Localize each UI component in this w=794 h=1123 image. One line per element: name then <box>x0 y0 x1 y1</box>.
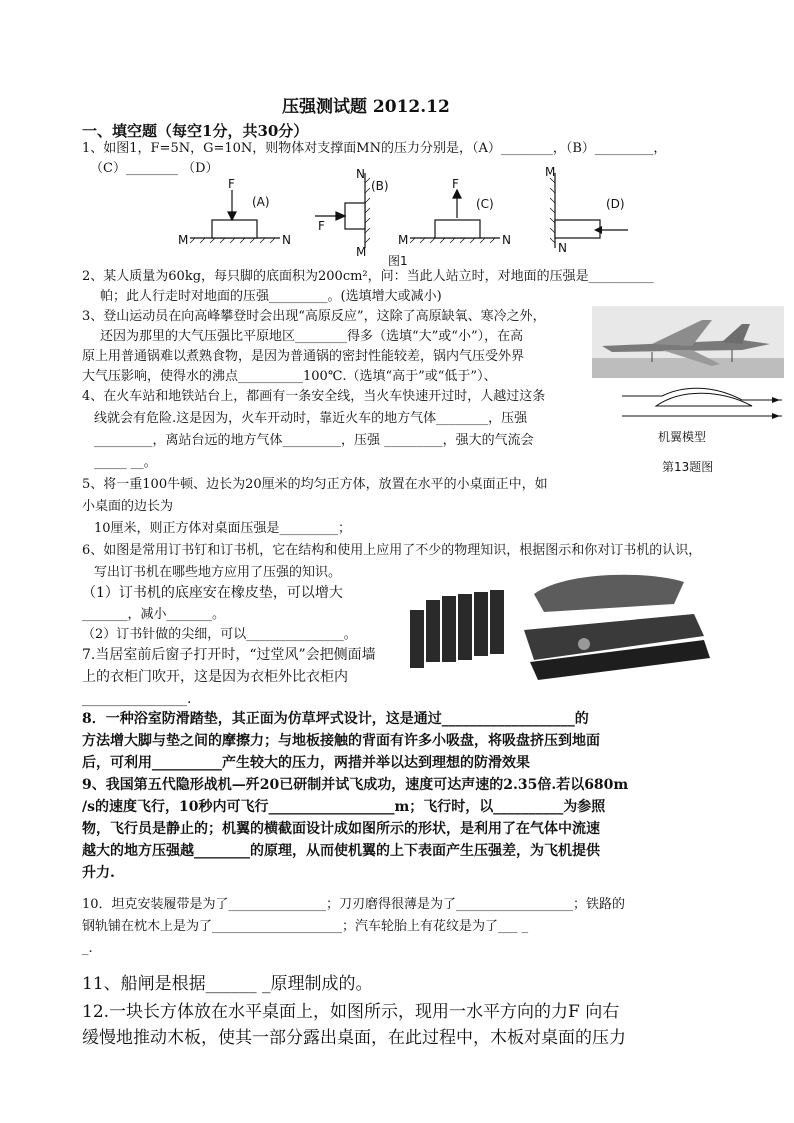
figure-1-caption: 图1 <box>388 254 408 268</box>
q7-line3: _______________. <box>82 691 192 707</box>
q7-line1: 7.当居室前后窗子打开时，“过堂风”会把侧面墙 <box>82 647 376 663</box>
q4-line3: _________，离站台远的地方气体_________，压强 _________，强大的气流会 <box>94 433 534 448</box>
svg-text:F: F <box>318 219 325 233</box>
page-title: 压强测试题 2012.12 <box>282 97 450 117</box>
fig-label-F-a: F <box>228 177 235 191</box>
q8-line1: 8．一种浴室防滑踏垫，其正面为仿草坪式设计，这是通过___________________的 <box>82 711 589 727</box>
q11-line: 11、船闸是根据______ _原理制成的。 <box>82 974 373 994</box>
stapler-photo <box>404 570 784 700</box>
q1-line1: 1、如图1，F=5N，G=10N，则物体对支撑面MN的压力分别是，（A）________，（B）_________， <box>82 141 667 156</box>
q5-line3: 10厘米，则正方体对桌面压强是_________； <box>94 521 352 536</box>
q8-line3: 后，可利用__________产生较大的压力，两措并举以达到理想的防滑效果 <box>82 755 530 771</box>
q12-line1: 12.一块长方体放在水平桌面上，如图所示，现用一水平方向的力F 向右 <box>82 1002 620 1022</box>
wing-caption: 第13题图 <box>662 460 714 474</box>
q4-line1: 4、在火车站和地铁站台上，都画有一条安全线，当火车快速开过时，人越过这条 <box>82 389 546 404</box>
section-heading: 一、填空题（每空1分，共30分） <box>82 122 309 140</box>
svg-text:N: N <box>356 167 365 181</box>
q7-line2: 上的衣柜门吹开，这是因为衣柜外比衣柜内 <box>82 669 348 685</box>
q2-line1: 2、某人质量为60kg，每只脚的底面积为200cm²，问：当此人站立时，对地面的压强是__________ <box>82 269 654 284</box>
svg-text:M: M <box>356 245 367 259</box>
q9-line1: 9、我国第五代隐形战机—歼20已研制并试飞成功，速度可达声速的2.35倍.若以680m <box>82 777 629 793</box>
jet-photo <box>592 306 784 378</box>
svg-text:N: N <box>282 233 291 247</box>
q10-line3: _. <box>82 941 93 956</box>
q9-line3: 物，飞行员是静止的；机翼的横截面设计成如图所示的形状，是利用了在气体中流速 <box>82 821 600 837</box>
q9-line4: 越大的地方压强越________的原理，从而使机翼的上下表面产生压强差，为飞机提供 <box>82 843 600 859</box>
q10-line1: 10．坦克安装履带是为了_______________；刀刃磨得很薄是为了__________________；铁路的 <box>82 897 626 912</box>
q6-line1: 6、如图是常用订书钉和订书机，它在结构和使用上应用了不少的物理知识，根据图示和你对订书机的认识， <box>82 543 702 558</box>
q5-line2: 小桌面的边长为 <box>82 499 174 514</box>
q4-line4: _____ __。 <box>94 455 157 470</box>
q10-line2: 钢轨铺在枕木上是为了____________________；汽车轮胎上有花纹是为了___ _ <box>82 919 529 934</box>
q3-line2: 还因为那里的大气压强比平原地区________得多（选填“大”或“小”），在高 <box>100 329 524 344</box>
wing-label: 机翼模型 <box>658 430 707 444</box>
q3-line1: 3、登山运动员在向高峰攀登时会出现“高原反应”，这除了高原缺氧、寒冷之外， <box>82 309 546 324</box>
q8-line2: 方法增大脚与垫之间的摩擦力；与地板接触的背面有许多小吸盘，将吸盘挤压到地面 <box>82 733 600 749</box>
q9-line2: /s的速度飞行，10秒内可飞行__________________m；飞行时，以__________为参照 <box>82 799 606 815</box>
svg-text:N: N <box>558 241 567 255</box>
wing-model-figure <box>622 384 782 424</box>
fig-label-c: (C) <box>476 197 494 211</box>
fig-label-a: (A) <box>252 195 270 209</box>
q12-line2: 缓慢地推动木板，使其一部分露出桌面，在此过程中，木板对桌面的压力 <box>82 1028 626 1048</box>
q3-line3: 原上用普通锅难以煮熟食物，是因为普通锅的密封性能较差，锅内气压受外界 <box>82 349 525 364</box>
q5-line1: 5、将一重100牛顿、边长为20厘米的均匀正方体，放置在水平的小桌面正中，如 <box>82 477 548 492</box>
q3-line4: 大气压影响，使得水的沸点__________100℃.（选填“高于”或“低于”）、 <box>82 369 497 384</box>
q6-line2: 写出订书机在哪些地方应用了压强的知识。 <box>94 565 342 580</box>
q9-line5: 升力. <box>82 865 115 881</box>
q6-line5: （2）订书针做的尖细，可以_______________。 <box>82 627 357 642</box>
svg-text:F: F <box>452 177 459 191</box>
q6-line4: _______，减小_______。 <box>82 607 226 622</box>
svg-text:N: N <box>502 233 511 247</box>
svg-text:M: M <box>545 165 556 179</box>
q4-line2: 线就会有危险.这是因为，火车开动时，靠近火车的地方气体________，压强 <box>94 411 528 426</box>
svg-text:M: M <box>178 233 189 247</box>
q2-line2: 帕；此人行走时对地面的压强_________。(选填增大或减小) <box>100 289 442 304</box>
svg-text:M: M <box>398 233 409 247</box>
q6-line3: （1）订书机的底座安在橡皮垫，可以增大 <box>82 585 343 601</box>
fig-label-b: (B) <box>371 179 389 193</box>
q1-line2: （C）________ （D） <box>90 161 219 176</box>
fig-label-d: (D) <box>606 197 625 211</box>
